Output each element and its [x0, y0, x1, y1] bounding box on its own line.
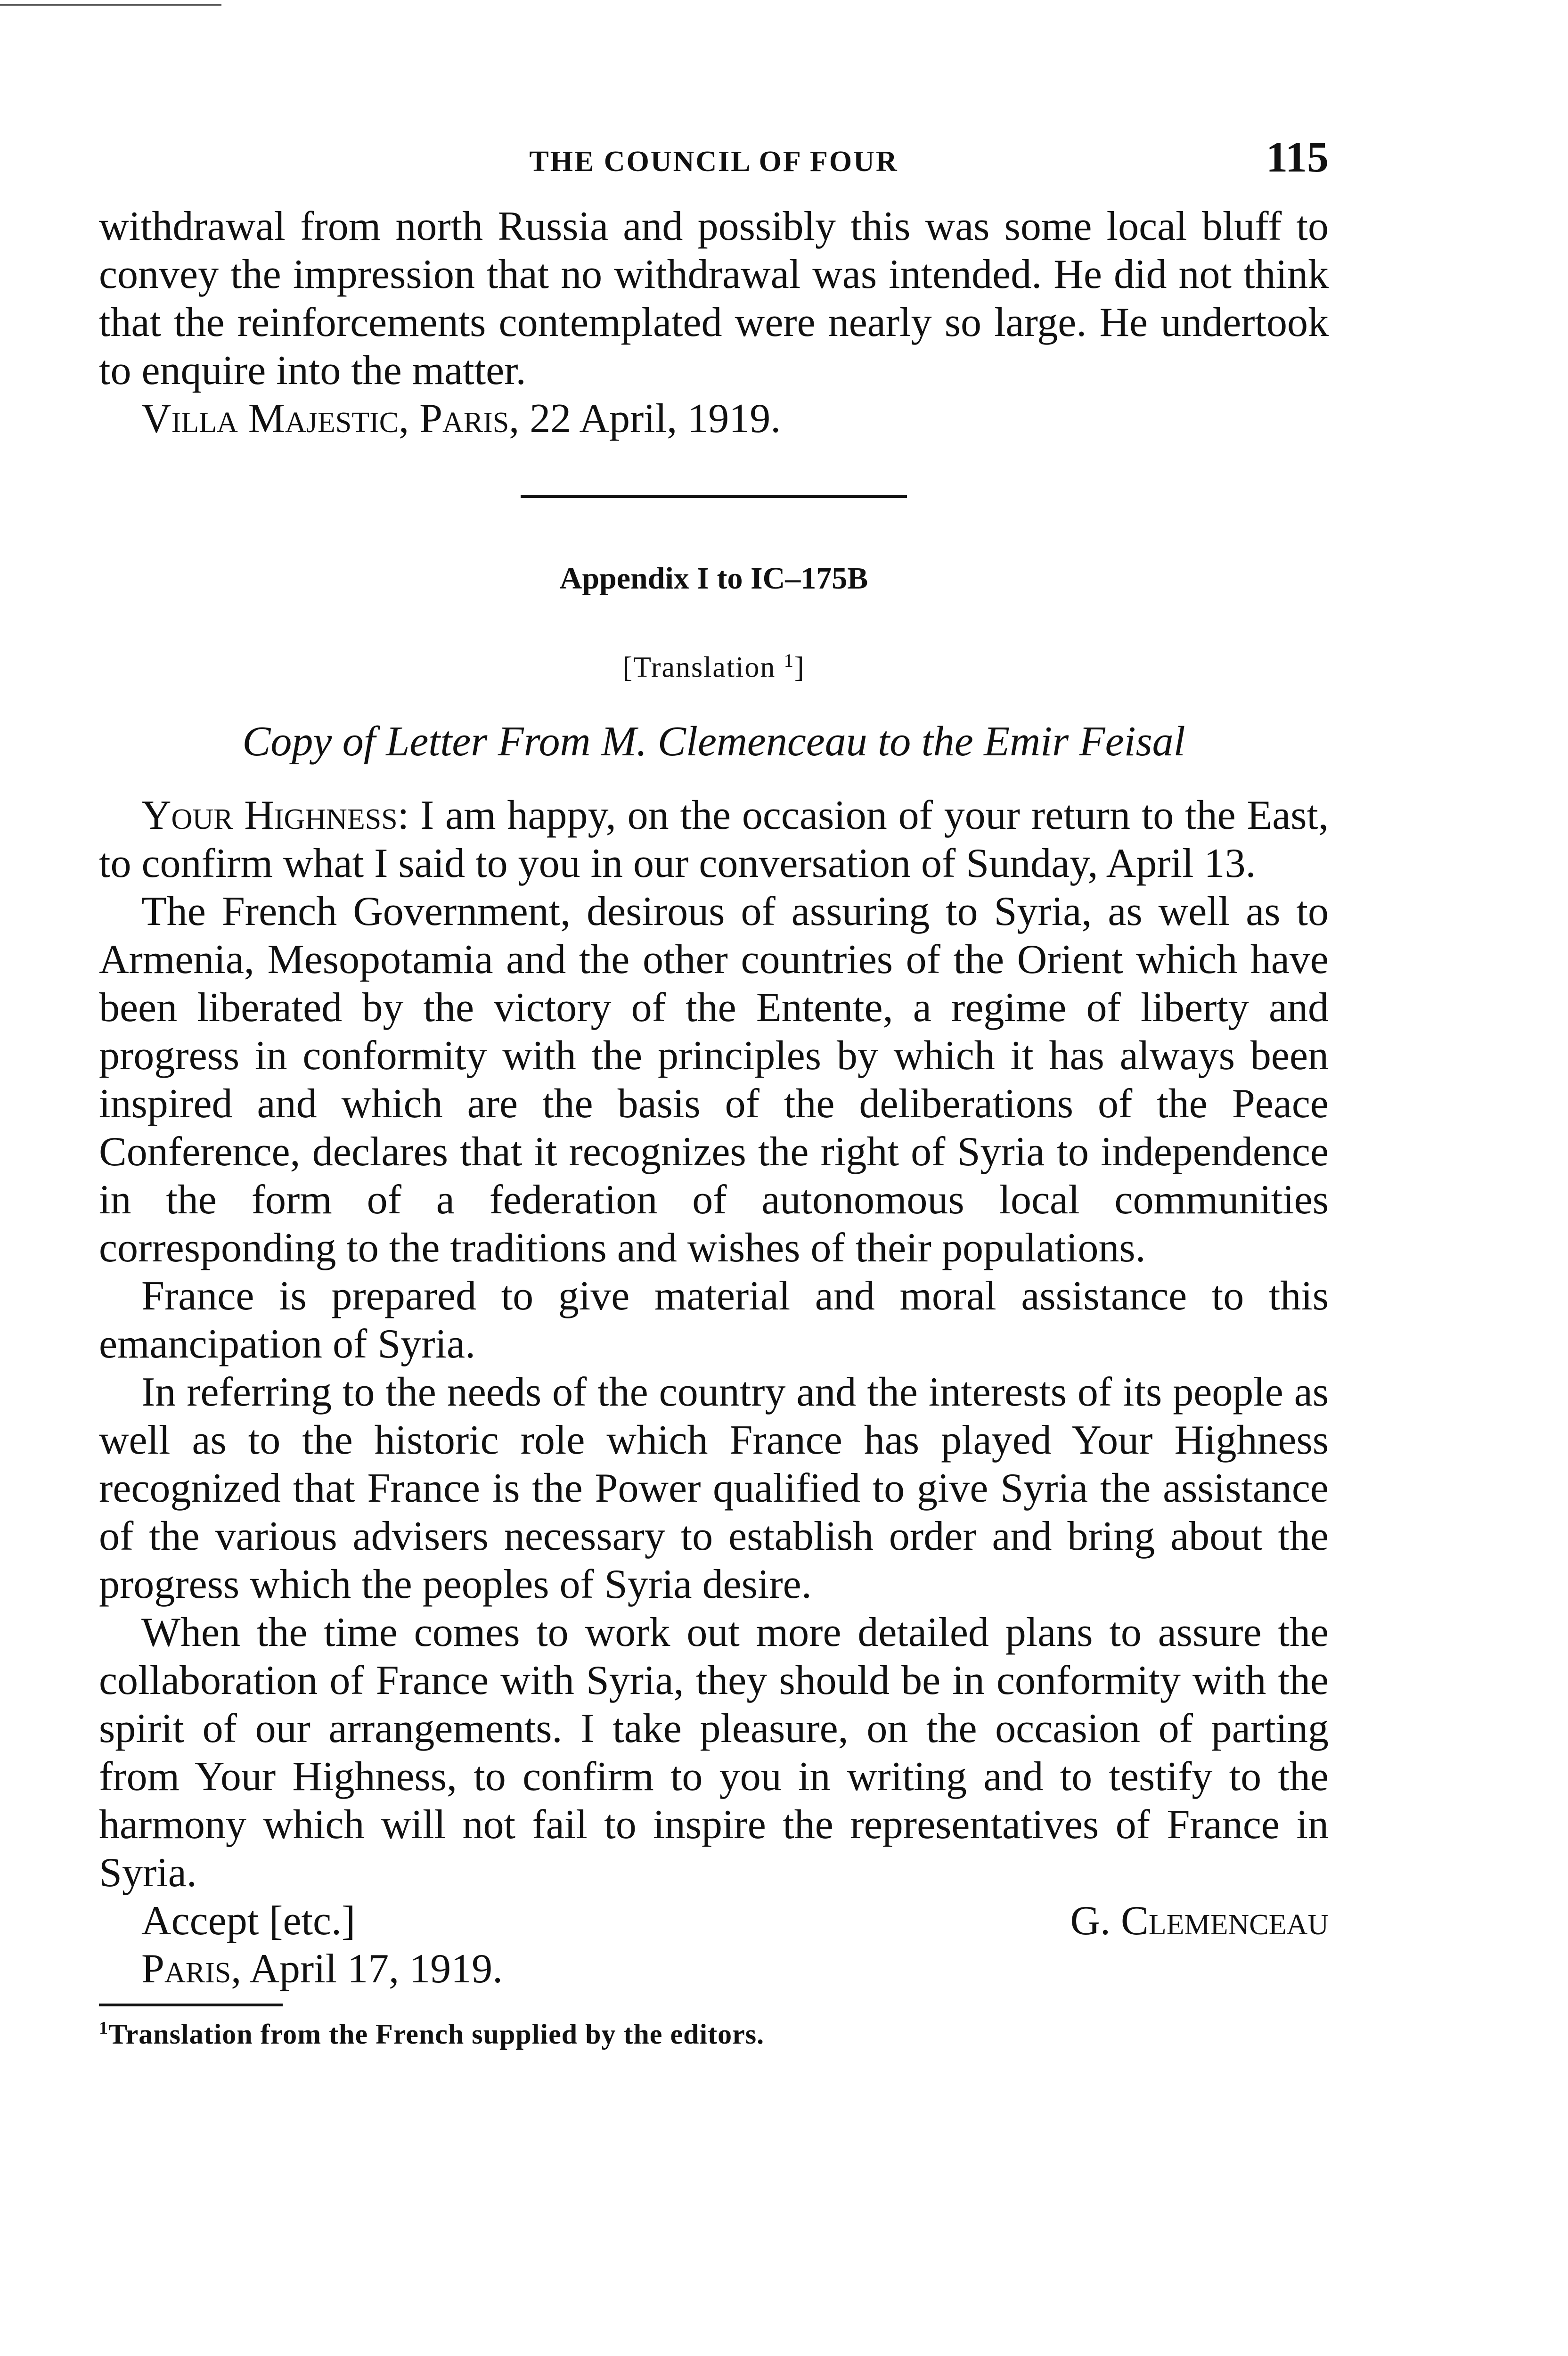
continuation-paragraph: withdrawal from north Russia and possibly this was some local bluff to convey the impression that no withdrawal was intended. He did not think that the reinforcements contemplated were nearly so large. He undertook to enquire into the matter.	[99, 204, 1329, 393]
dateline-separator: ,	[399, 396, 420, 442]
letter-paragraph: France is prepared to give material and moral assistance to this emancipation of Syria.	[99, 1273, 1329, 1367]
body-text	[99, 203, 1329, 1993]
closing-row	[99, 1897, 1329, 1945]
translation-label-text: [Translation	[622, 651, 776, 684]
page-number: 115	[1266, 133, 1329, 181]
salutation-rest: : I am happy, on the occasion of your return to the East, to confirm what I said to you in our conversation of Sunday, April 13.	[99, 792, 1329, 886]
translation-label	[99, 637, 1329, 692]
signature	[1070, 1897, 1329, 1945]
footnote	[99, 2018, 1329, 2051]
top-edge-rule	[0, 4, 221, 6]
closing: Accept [etc.]	[141, 1898, 356, 1944]
dateline-place-villa: Villa Majestic	[141, 396, 399, 442]
letter-place: Paris	[141, 1946, 231, 1992]
running-head: THE COUNCIL OF FOUR	[529, 146, 898, 178]
document-page	[99, 132, 1329, 2051]
section-separator-rule	[521, 495, 907, 498]
dateline	[99, 395, 1329, 443]
footnote-rule	[99, 2004, 283, 2006]
footnote-reference: 1	[784, 650, 794, 671]
signature-name: Clemenceau	[1121, 1898, 1329, 1944]
letter-paragraph: When the time comes to work out more detailed plans to assure the collaboration of France with Syria, they should be in conformity with the spirit of our arrangements. I take pleasure, on the occasion of parting from Your Highness, to confirm to you in writing and to testify to the harmony which will not fail to inspire the representatives of France in Syria.	[99, 1609, 1329, 1896]
appendix-title: Appendix I to IC–175B	[559, 561, 868, 596]
page-header	[99, 132, 1329, 203]
letter-paragraph: The French Government, desirous of assuring to Syria, as well as to Armenia, Mesopotamia and the other countries of the Orient which have been liberated by the victory of the Entente, a regime of liberty and progress in conformity with the principles by which it has always been inspired and which are the basis of the deliberations of the Peace Conference, declares that it recognizes the right of Syria to independence in the form of a federation of autonomous local communities corresponding to the traditions and wishes of their populations.	[99, 888, 1329, 1271]
translation-label-close: ]	[794, 651, 805, 684]
dateline-date: , 22 April, 1919.	[509, 396, 781, 442]
letter-date: , April 17, 1919.	[231, 1946, 503, 1992]
signature-initial: G.	[1070, 1898, 1121, 1944]
letter-paragraph: In referring to the needs of the country and the interests of its people as well as to the historic role which France has played Your Highness recognized that France is the Power qualified to give Syria the assistance of the various advisers necessary to establish order and bring about the progress which the peoples of Syria desire.	[99, 1369, 1329, 1607]
salutation: Your Highness	[141, 792, 398, 838]
footnote-text: Translation from the French supplied by the editors.	[108, 2018, 765, 2050]
letter-title: Copy of Letter From M. Clemenceau to the Emir Feisal	[242, 718, 1185, 765]
footnote-marker: 1	[99, 2018, 108, 2038]
letter-opening-paragraph	[99, 792, 1329, 888]
dateline-place-paris: Paris	[419, 396, 509, 442]
letter-dateline	[99, 1945, 1329, 1993]
